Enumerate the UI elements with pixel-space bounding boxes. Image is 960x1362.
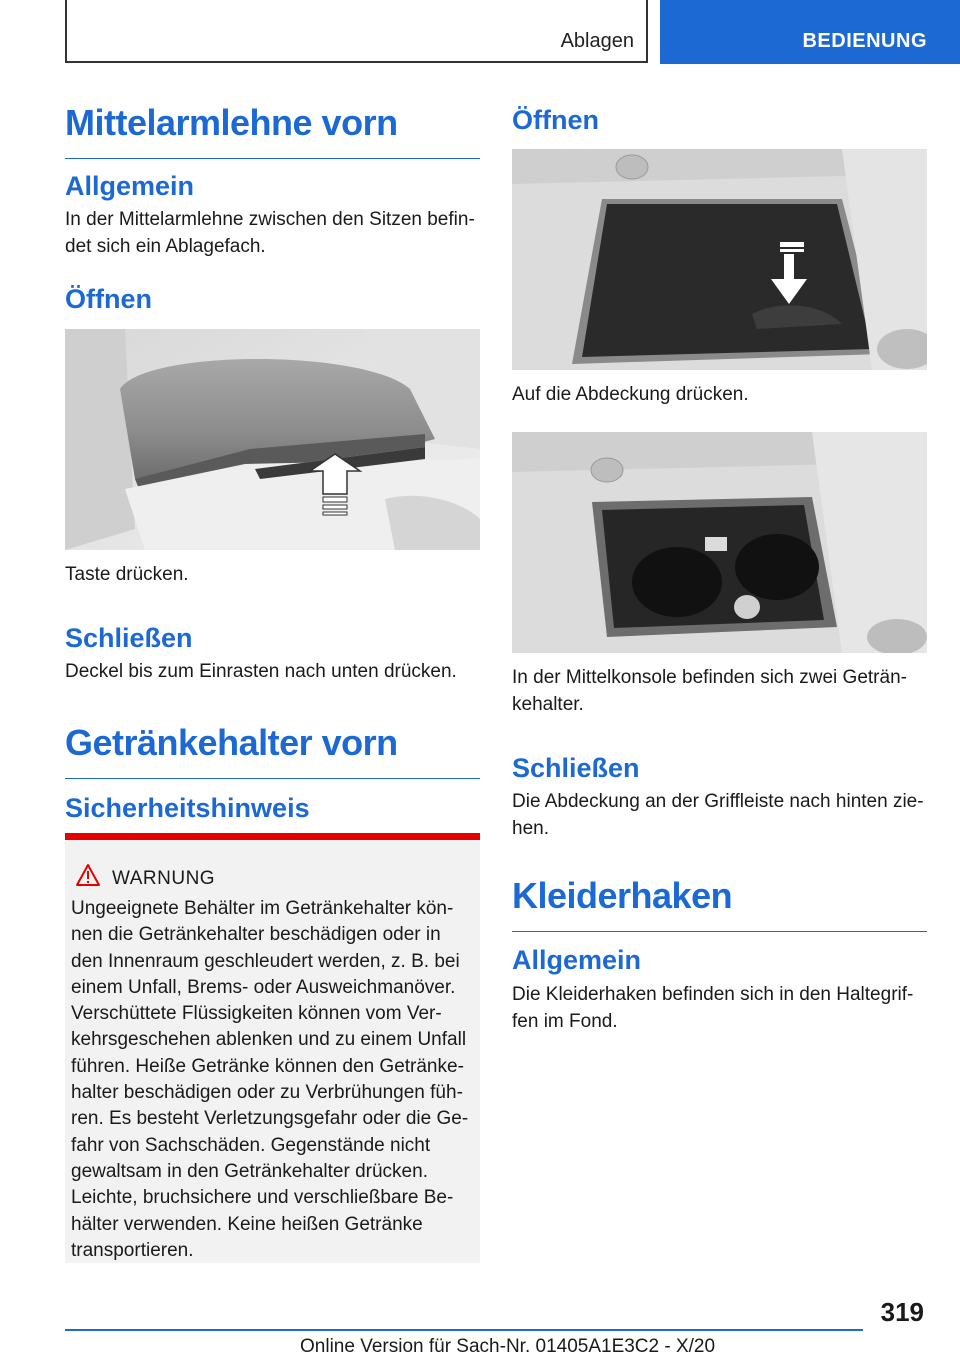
heading-schliessen-right: Schließen xyxy=(512,753,640,783)
section-title-cupholder: Getränkehalter vorn xyxy=(65,722,480,779)
caption-cupholders: In der Mittelkonsole befinden sich zwei Getränkehalter. xyxy=(512,667,907,715)
header-chapter-tab xyxy=(660,0,960,64)
heading-allgemein: Allgemein xyxy=(65,171,195,201)
warning-triangle-icon xyxy=(75,863,101,887)
console-cover-image xyxy=(512,149,927,370)
cupholder-image xyxy=(512,432,927,653)
armrest-image xyxy=(65,329,480,550)
heading-oeffnen-right: Öffnen xyxy=(512,105,599,135)
schliessen-text: Deckel bis zum Einrasten nach unten drücken. xyxy=(65,661,457,682)
oeffnen-caption: Taste drücken. xyxy=(65,564,189,585)
section-title-armrest: Mittelarmlehne vorn xyxy=(65,102,480,159)
footer-online-version: Online Version für Sach-Nr. 01405A1E3C2 - X/20 xyxy=(300,1336,716,1357)
header-section-tab xyxy=(65,0,648,63)
heading-allgemein-right: Allgemein xyxy=(512,945,642,975)
section-title-coat-hooks: Kleiderhaken xyxy=(512,875,927,932)
header-section-label: Ablagen xyxy=(560,30,634,52)
heading-sicherheitshinweis: Sicherheitshinweis xyxy=(65,793,310,823)
schliessen-right-text: Die Abdeckung an der Griffleiste nach hinten ziehen. xyxy=(512,791,924,839)
heading-schliessen: Schließen xyxy=(65,623,193,653)
footer-divider xyxy=(65,1329,863,1331)
allgemein-text: In der Mittelarmlehne zwischen den Sitzen befindet sich ein Ablagefach. xyxy=(65,209,475,257)
warning-label: WARNUNG xyxy=(112,868,216,889)
warning-box xyxy=(65,833,480,1263)
caption-cover: Auf die Abdeckung drücken. xyxy=(512,384,749,405)
header-chapter-label: BEDIENUNG xyxy=(802,30,927,52)
page-number: 319 xyxy=(880,1297,924,1327)
allgemein-right-text: Die Kleiderhaken befinden sich in den Haltegriffen im Fond. xyxy=(512,984,914,1032)
heading-oeffnen: Öffnen xyxy=(65,284,152,314)
warning-text: Ungeeignete Behälter im Getränkehalter können die Getränkehalter beschädigen oder in den Innenraum geschleudert werden, z. B. bei einem Unfall, Brems- oder Ausweichmanöver. Verschüttete Flüssigkeiten können vom Verkehrsgeschehen ablenken und zu einem Unfall führen. Heiße Getränke können den Getränkehalter beschädigen oder zu Verbrühungen führen. Es besteht Verletzungsgefahr oder die Gefahr von Sachschäden. Gegenstände nicht gewaltsam in den Getränkehalter drücken. Leichte, bruchsichere und verschließbare Behälter verwenden. Keine heißen Getränke transportieren. xyxy=(71,898,469,1261)
